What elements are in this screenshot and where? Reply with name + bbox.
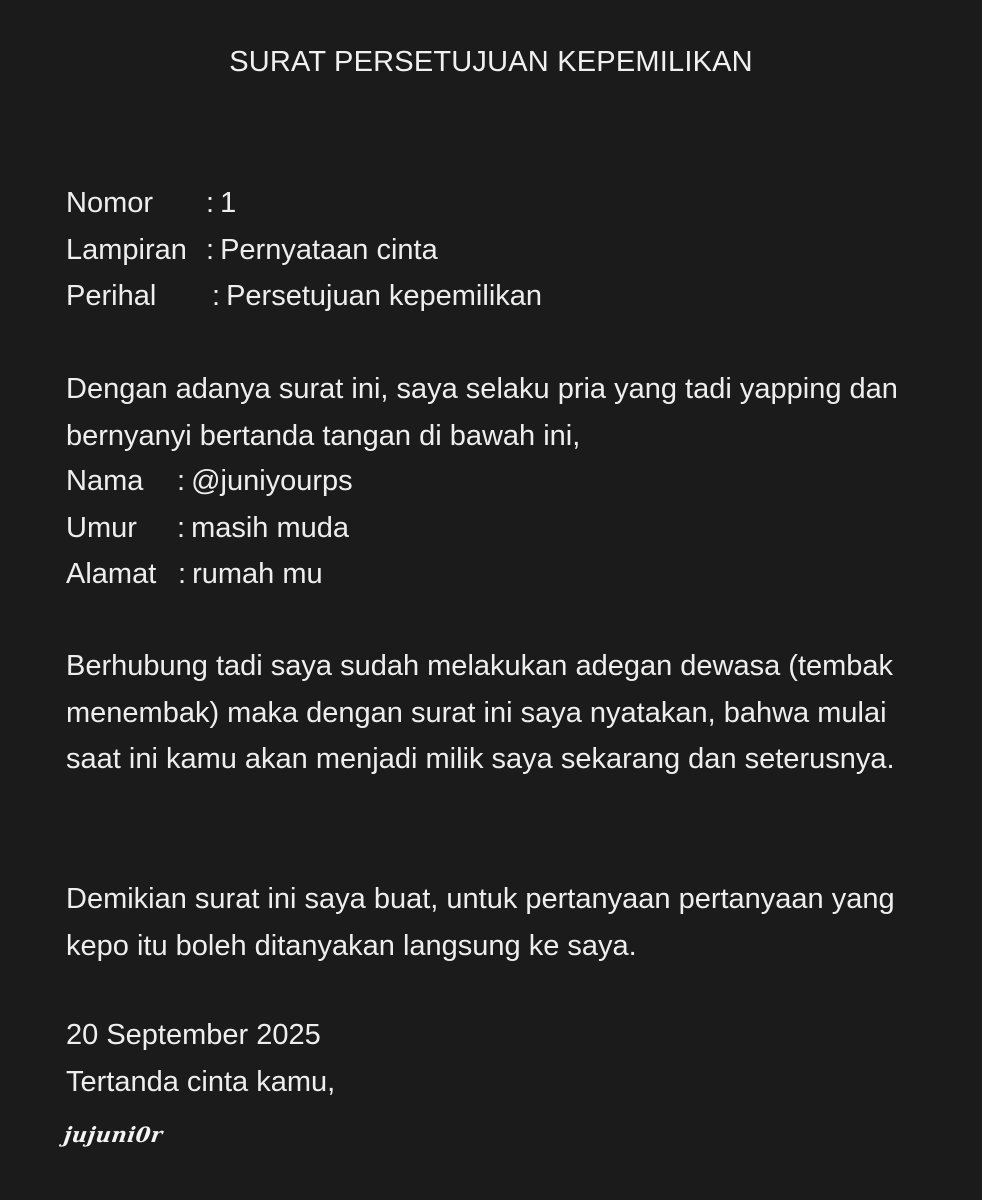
sign-off-text: Tertanda cinta kamu,	[66, 1065, 336, 1098]
field-label: Lampiran	[66, 233, 187, 266]
field-label: Alamat	[66, 558, 157, 590]
field-separator: :	[177, 511, 186, 544]
field-separator: :	[177, 465, 186, 497]
closing-paragraph	[66, 876, 946, 969]
field-row-lampiran	[66, 227, 946, 274]
field-row-alamat	[66, 551, 946, 598]
field-separator: :	[178, 558, 187, 590]
field-separator: :	[212, 280, 221, 312]
field-label: Nama	[66, 465, 144, 497]
field-separator: :	[206, 233, 215, 266]
field-label: Umur	[66, 511, 137, 544]
field-label: Perihal	[66, 280, 157, 312]
field-row-nomor	[66, 180, 946, 227]
sign-off	[66, 1012, 946, 1105]
declaration-paragraph	[66, 643, 946, 783]
identity-fields	[66, 458, 946, 598]
field-label: Nomor	[66, 187, 154, 219]
closing-text: Demikian surat ini saya buat, untuk pertanyaan pertanyaan yang kepo itu boleh ditanyakan langsung ke saya.	[66, 883, 895, 962]
field-value: Pernyataan cinta	[220, 233, 438, 266]
field-value: rumah mu	[192, 558, 323, 590]
field-row-perihal	[66, 273, 946, 320]
header-fields	[66, 180, 946, 320]
field-value: masih muda	[191, 511, 350, 544]
field-separator: :	[206, 187, 215, 219]
intro-paragraph	[66, 366, 946, 459]
intro-text: Dengan adanya surat ini, saya selaku pria yang tadi yapping dan bernyanyi bertanda tangan di bawah ini,	[66, 373, 898, 452]
field-value: 1	[220, 187, 237, 219]
field-value: @juniyourps	[191, 465, 353, 497]
handwritten-signature: jujuni0r	[62, 1122, 165, 1147]
field-row-nama	[66, 458, 946, 505]
letter-title: SURAT PERSETUJUAN KEPEMILIKAN	[229, 46, 753, 78]
field-value: Persetujuan kepemilikan	[226, 280, 543, 312]
declaration-text: Berhubung tadi saya sudah melakukan adegan dewasa (tembak menembak) maka dengan surat ini saya nyatakan, bahwa mulai saat ini kamu akan menjadi milik saya sekarang dan seterusnya.	[66, 650, 895, 775]
letter-date: 20 September 2025	[66, 1019, 321, 1051]
field-row-umur	[66, 505, 946, 552]
